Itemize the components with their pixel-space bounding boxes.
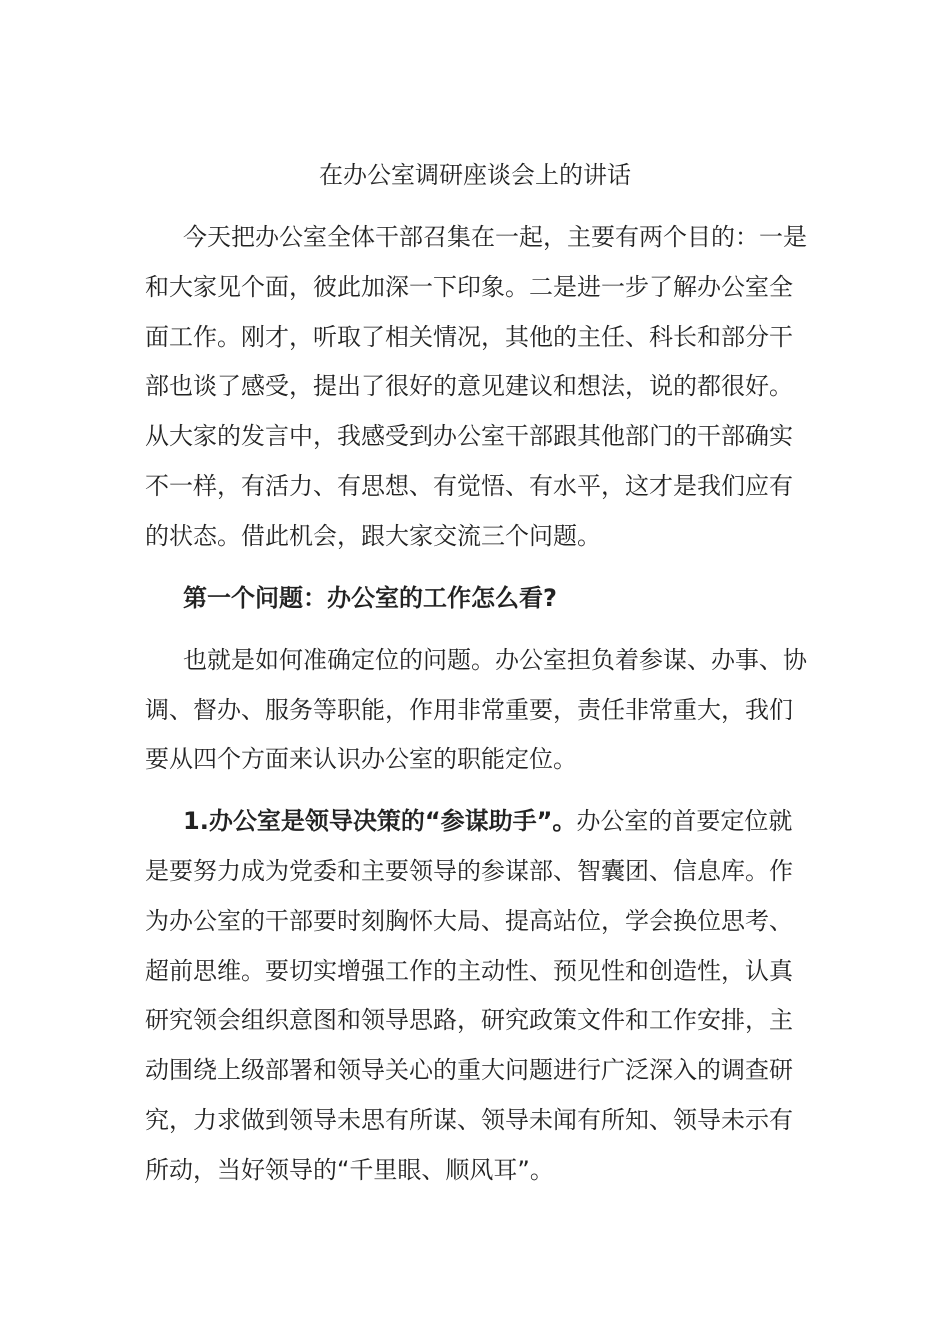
paragraph-3-line: 所动，当好领导的“千里眼、顺风耳”。: [145, 1156, 554, 1184]
paragraph-1-line: 从大家的发言中，我感受到办公室干部跟其他部门的干部确实: [145, 422, 793, 450]
point-1-text: 办公室的首要定位就: [576, 807, 793, 835]
paragraph-3-line: 是要努力成为党委和主要领导的参谋部、智囊团、信息库。作: [145, 857, 793, 885]
paragraph-2-line: 调、督办、服务等职能，作用非常重要，责任非常重大，我们: [145, 696, 793, 724]
paragraph-1-line: 今天把办公室全体干部召集在一起，主要有两个目的：一是: [183, 223, 807, 251]
paragraph-3-line: 超前思维。要切实增强工作的主动性、预见性和创造性，认真: [145, 957, 793, 985]
paragraph-2-line: 也就是如何准确定位的问题。办公室担负着参谋、办事、协: [183, 646, 807, 674]
paragraph-1-line: 的状态。借此机会，跟大家交流三个问题。: [145, 522, 601, 550]
paragraph-2-line: 要从四个方面来认识办公室的职能定位。: [145, 745, 577, 773]
paragraph-1-line: 面工作。刚才，听取了相关情况，其他的主任、科长和部分干: [145, 323, 793, 351]
paragraph-3-line: 动围绕上级部署和领导关心的重大问题进行广泛深入的调查研: [145, 1056, 793, 1084]
paragraph-1-line: 和大家见个面，彼此加深一下印象。二是进一步了解办公室全: [145, 273, 793, 301]
paragraph-3-line: 研究领会组织意图和领导思路，研究政策文件和工作安排，主: [145, 1006, 793, 1034]
paragraph-3-line: 为办公室的干部要时刻胸怀大局、提高站位，学会换位思考、: [145, 907, 793, 935]
paragraph-3-line: 究，力求做到领导未思有所谋、领导未闻有所知、领导未示有: [145, 1106, 793, 1134]
document-title: 在办公室调研座谈会上的讲话: [319, 161, 631, 189]
paragraph-1-line: 部也谈了感受，提出了很好的意见建议和想法，说的都很好。: [145, 372, 793, 400]
section-heading-1: 第一个问题：办公室的工作怎么看?: [183, 584, 557, 612]
paragraph-3-first-line: [183, 801, 792, 841]
paragraph-1-line: 不一样，有活力、有思想、有觉悟、有水平，这才是我们应有: [145, 472, 793, 500]
point-1-heading: 1.办公室是领导决策的“参谋助手”。: [183, 807, 577, 835]
